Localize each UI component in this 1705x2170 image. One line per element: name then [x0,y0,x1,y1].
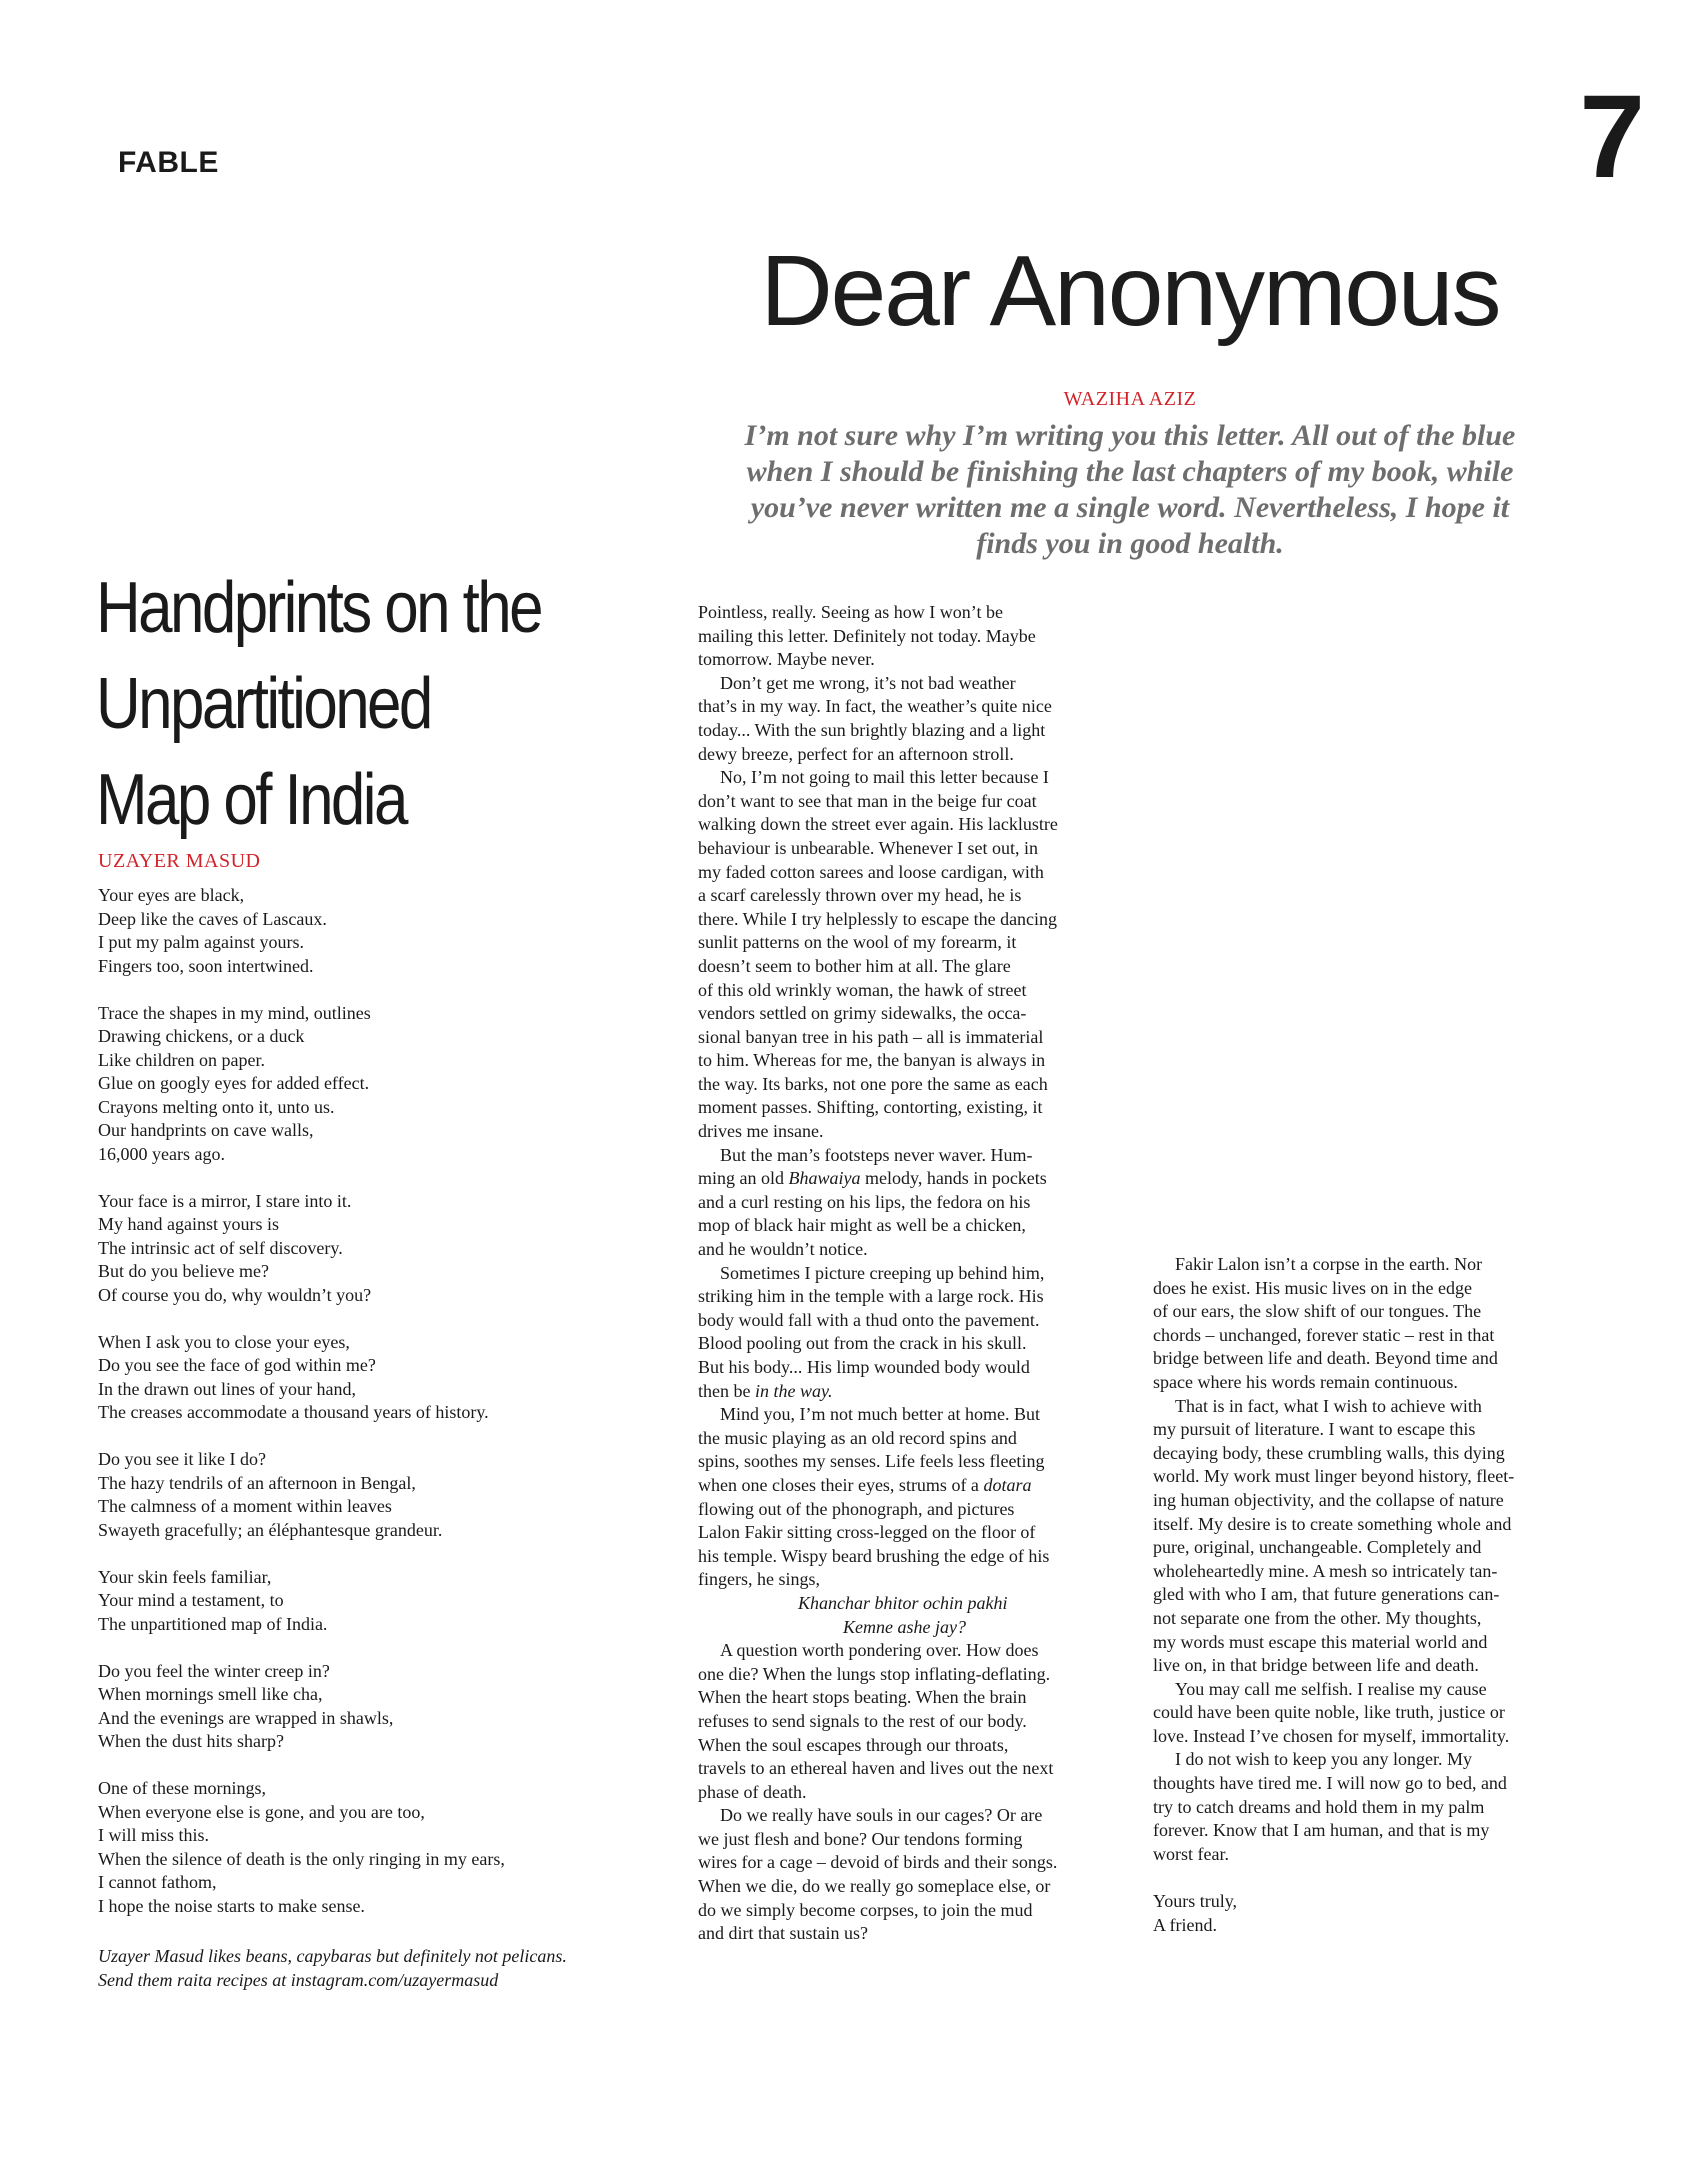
letter-line: try to catch dreams and hold them in my palm [1153,1796,1485,1817]
letter-line: and he wouldn’t notice. [698,1239,868,1260]
letter-line: travels to an ethereal haven and lives out the next [698,1758,1054,1779]
letter-line: of our ears, the slow shift of our tongues. The [1153,1301,1482,1322]
standfirst-line: I’m not sure why I’m writing you this letter. All out of the blue [744,419,1516,452]
poem-line: Your eyes are black, [98,885,245,905]
page-number: 7 [1579,71,1645,203]
letter-column-1 [698,601,1138,1946]
poem-line: When the dust hits sharp? [98,1731,284,1751]
poem-body [98,884,658,1942]
letter-line: we just flesh and bone? Our tendons forming [698,1828,1023,1849]
article-title-dear-anonymous: Dear Anonymous [760,235,1500,347]
letter-line: But his body... His limp wounded body would [698,1357,1030,1377]
letter-line: my faded cotton sarees and loose cardigan, with [698,861,1044,882]
letter-line: Kemne ashe jay? [843,1616,966,1637]
letter-line: When we die, do we really go someplace else, or [698,1876,1051,1897]
paragraph-gap [1153,1866,1593,1890]
letter-line: to him. Whereas for me, the banyan is always in [698,1050,1046,1071]
letter-line: ming an old Bhawaiya melody, hands in pockets [698,1168,1047,1189]
letter-column-2 [1153,1253,1593,1937]
letter-line: vendors settled on grimy sidewalks, the occa- [698,1003,1027,1024]
letter-line: when one closes their eyes, strums of a dotara [698,1474,1032,1495]
letter-line: striking him in the temple with a large rock. His [698,1286,1044,1307]
poem-line: Your mind a testament, to [98,1590,284,1610]
letter-line: bridge between life and death. Beyond time and [1153,1348,1498,1369]
letter-line: my words must escape this material world and [1153,1631,1488,1652]
letter-line: do we simply become corpses, to join the mud [698,1899,1033,1920]
bio-line: Uzayer Masud likes beans, capybaras but definitely not pelicans. [98,1946,567,1966]
letter-line: there. While I try helplessly to escape the dancing [698,908,1058,929]
poem-line: Your skin feels familiar, [98,1566,272,1587]
poem-line: The hazy tendrils of an afternoon in Bengal, [98,1472,416,1493]
poem-line: The unpartitioned map of India. [98,1613,328,1634]
letter-line: could have been quite noble, like truth, justice or [1153,1702,1505,1723]
poem-stanza [98,1566,658,1637]
poem-line: The creases accommodate a thousand years of history. [98,1402,489,1422]
poem-stanza [98,1660,658,1754]
poem-line: Do you see it like I do? [98,1449,266,1469]
poem-line: When mornings smell like cha, [98,1684,323,1704]
poem-line: One of these mornings, [98,1778,266,1798]
letter-line: Lalon Fakir sitting cross-legged on the floor of [698,1522,1036,1543]
letter-line: Khanchar bhitor ochin pakhi [798,1592,1008,1613]
letter-line: behaviour is unbearable. Whenever I set out, in [698,837,1039,858]
poem-line: Deep like the caves of Lascaux. [98,908,327,929]
article-standfirst [700,418,1560,562]
poem-line: Do you see the face of god within me? [98,1355,376,1375]
standfirst-line: finds you in good health. [976,527,1284,560]
letter-line: That is in fact, what I wish to achieve with [1175,1395,1482,1416]
letter-line: the music playing as an old record spins and [698,1427,1017,1448]
letter-line: Pointless, really. Seeing as how I won’t be [698,602,1003,622]
poem-line: Drawing chickens, or a duck [98,1026,305,1046]
letter-line: Yours truly, [1153,1891,1238,1912]
poem-line: My hand against yours is [98,1214,279,1234]
letter-line: mop of black hair might as well be a chicken, [698,1215,1026,1236]
letter-line: fingers, he sings, [698,1569,820,1590]
poem-line: The intrinsic act of self discovery. [98,1237,343,1258]
letter-line: sional banyan tree in his path – all is immaterial [698,1026,1044,1047]
poem-line: Glue on googly eyes for added effect. [98,1073,370,1093]
letter-line: When the soul escapes through our throats, [698,1734,1009,1755]
letter-line: walking down the street ever again. His lacklustre [698,814,1058,835]
poem-line: Like children on paper. [98,1049,265,1070]
letter-line: But the man’s footsteps never waver. Hum- [720,1144,1033,1165]
poem-line: 16,000 years ago. [98,1143,225,1164]
poem-line: I will miss this. [98,1825,210,1845]
letter-line: live on, in that bridge between life and death. [1153,1655,1479,1676]
letter-line: pure, original, unchangeable. Completely and [1153,1537,1482,1558]
bio-line: Send them raita recipes at instagram.com/uzayermasud [98,1969,499,1990]
letter-line: wires for a cage – devoid of birds and their songs. [698,1852,1058,1873]
letter-line: not separate one from the other. My thoughts, [1153,1607,1482,1628]
letter-line: and dirt that sustain us? [698,1923,868,1944]
poem-line: Fingers too, soon intertwined. [98,955,314,976]
letter-line: drives me insane. [698,1121,824,1142]
letter-line: ing human objectivity, and the collapse of nature [1153,1489,1504,1510]
poem-stanza [98,1331,658,1425]
poem-title-line: Map of India [96,760,406,840]
letter-line: his temple. Wispy beard brushing the edge of his [698,1545,1050,1566]
poem-stanza [98,1002,658,1167]
letter-line: my pursuit of literature. I want to escape this [1153,1419,1476,1440]
letter-line: the way. Its barks, not one pore the same as each [698,1073,1048,1094]
letter-line: spins, soothes my senses. Life feels less fleeting [698,1451,1045,1472]
letter-line: Do we really have souls in our cages? Or are [720,1805,1043,1826]
letter-line: worst fear. [1153,1843,1229,1864]
letter-line: doesn’t seem to bother him at all. The glare [698,955,1011,976]
letter-line: gled with who I am, that future generations can- [1153,1584,1500,1605]
poem-line: And the evenings are wrapped in shawls, [98,1707,394,1728]
letter-line: that’s in my way. In fact, the weather’s quite nice [698,696,1052,717]
poem-line: I hope the noise starts to make sense. [98,1895,365,1916]
poem-line: Your face is a mirror, I stare into it. [98,1190,352,1211]
letter-line: phase of death. [698,1781,807,1802]
letter-line: thoughts have tired me. I will now go to bed, and [1153,1773,1507,1794]
letter-line: No, I’m not going to mail this letter because I [720,767,1049,788]
letter-line: itself. My desire is to create something whole and [1153,1513,1512,1534]
poem-line: Crayons melting onto it, unto us. [98,1096,335,1117]
poem-line: Swayeth gracefully; an éléphantesque grandeur. [98,1519,443,1540]
letter-line: I do not wish to keep you any longer. My [1175,1749,1472,1770]
letter-line: body would fall with a thud onto the pavement. [698,1309,1040,1330]
poem-title-line: Handprints on the [96,568,541,648]
poem-line: When the silence of death is the only ringing in my ears, [98,1848,505,1869]
letter-line: A friend. [1153,1914,1217,1935]
letter-line: space where his words remain continuous. [1153,1371,1458,1392]
letter-line: decaying body, these crumbling walls, this dying [1153,1442,1505,1463]
letter-line: Don’t get me wrong, it’s not bad weather [720,672,1016,693]
letter-line: forever. Know that I am human, and that is my [1153,1820,1490,1841]
poem-line: In the drawn out lines of your hand, [98,1378,356,1399]
poem-line: Of course you do, why wouldn’t you? [98,1284,372,1305]
letter-line: flowing out of the phonograph, and pictures [698,1498,1015,1519]
letter-line: love. Instead I’ve chosen for myself, immortality. [1153,1725,1510,1746]
letter-line: When the heart stops beating. When the brain [698,1687,1027,1708]
poem-byline-uzayer-masud: UZAYER MASUD [98,850,261,872]
letter-line: mailing this letter. Definitely not today. Maybe [698,625,1036,646]
letter-line: and a curl resting on his lips, the fedora on his [698,1191,1031,1212]
letter-line: don’t want to see that man in the beige fur coat [698,790,1037,811]
poem-line: Our handprints on cave walls, [98,1120,314,1140]
poem-stanza [98,1448,658,1542]
letter-line: Fakir Lalon isn’t a corpse in the earth. Nor [1175,1254,1483,1274]
letter-line: dewy breeze, perfect for an afternoon stroll. [698,743,1014,764]
letter-line: of this old wrinkly woman, the hawk of street [698,979,1027,1000]
letter-line: tomorrow. Maybe never. [698,649,875,670]
standfirst-line: you’ve never written me a single word. Nevertheless, I hope it [750,491,1510,524]
poem-line: The calmness of a moment within leaves [98,1496,392,1516]
poem-line: I put my palm against yours. [98,932,304,952]
poem-stanza [98,1190,658,1308]
poem-line: Do you feel the winter creep in? [98,1660,330,1681]
letter-line: A question worth pondering over. How does [720,1640,1039,1661]
poem-stanza [98,884,658,978]
letter-line: Sometimes I picture creeping up behind him, [720,1262,1045,1283]
poem-title-line: Unpartitioned [96,664,431,744]
poem-line: When I ask you to close your eyes, [98,1331,350,1352]
letter-line: Mind you, I’m not much better at home. But [720,1404,1040,1425]
letter-line: then be in the way. [698,1380,833,1401]
poet-bio [98,1945,658,1992]
standfirst-line: when I should be finishing the last chapters of my book, while [746,455,1514,488]
letter-line: refuses to send signals to the rest of our body. [698,1710,1027,1731]
poem-title [96,560,543,848]
letter-line: one die? When the lungs stop inflating-deflating. [698,1663,1051,1684]
poem-line: Trace the shapes in my mind, outlines [98,1002,371,1023]
letter-line: a scarf carelessly thrown over my head, he is [698,885,1022,906]
section-label: FABLE [118,146,219,179]
article-byline-waziha-aziz: WAZIHA AZIZ [1063,388,1197,410]
letter-line: wholeheartedly mine. A mesh so intricately tan- [1153,1560,1498,1581]
letter-line: today... With the sun brightly blazing and a light [698,719,1046,740]
letter-line: world. My work must linger beyond history, fleet- [1153,1466,1515,1487]
letter-line: chords – unchanged, forever static – rest in that [1153,1324,1495,1345]
letter-line: sunlit patterns on the wool of my forearm, it [698,932,1017,953]
poem-line: When everyone else is gone, and you are too, [98,1801,425,1822]
poem-line: I cannot fathom, [98,1872,217,1892]
letter-line: moment passes. Shifting, contorting, existing, it [698,1097,1043,1118]
poem-line: But do you believe me? [98,1261,269,1281]
poem-stanza [98,1777,658,1918]
letter-line: Blood pooling out from the crack in his skull. [698,1333,1027,1354]
letter-line: You may call me selfish. I realise my cause [1175,1678,1487,1699]
letter-line: does he exist. His music lives on in the edge [1153,1277,1472,1298]
